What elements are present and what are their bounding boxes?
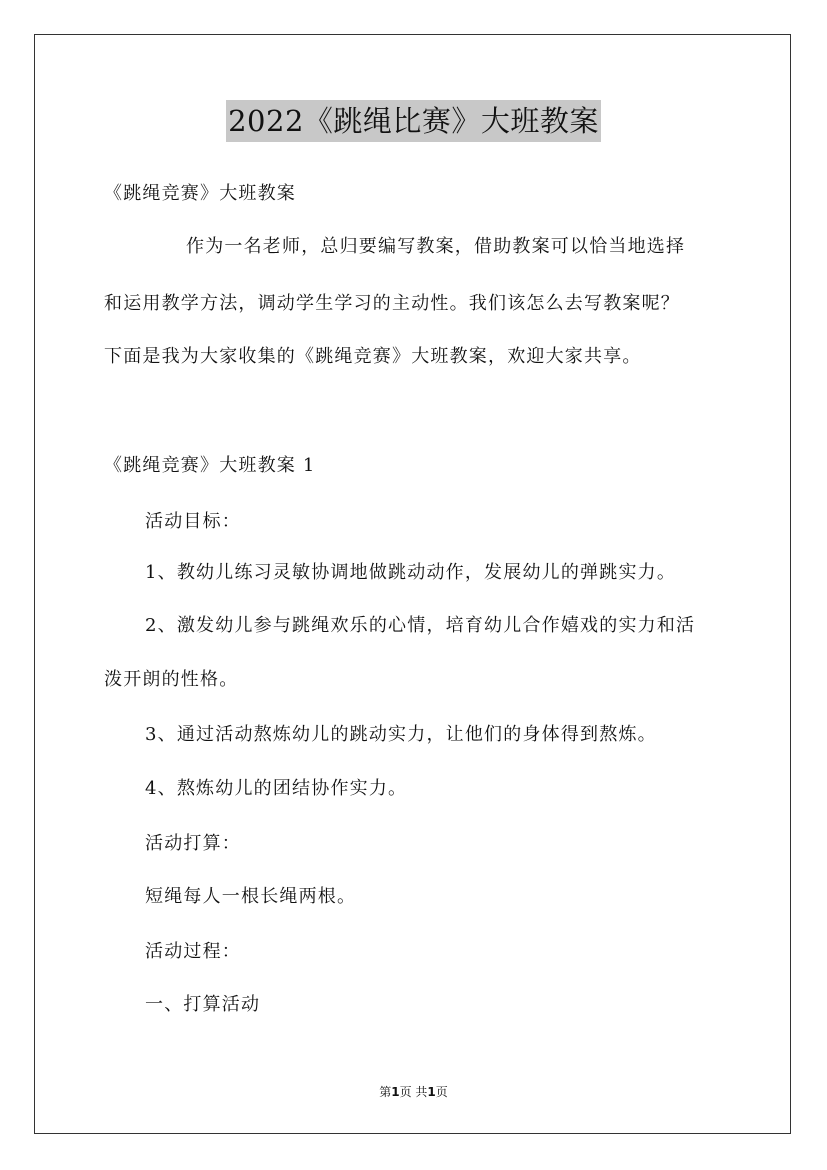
section-heading: 《跳绳竞赛》大班教案 1: [104, 455, 316, 476]
footer-page-mid: 页 共: [399, 1085, 428, 1099]
prep-heading: 活动打算：: [145, 833, 241, 854]
title-wrap: [0, 100, 827, 142]
intro-line-3: 下面是我为大家收集的《跳绳竞赛》大班教案，欢迎大家共享。: [104, 346, 642, 367]
goal-4: 4、熬炼幼儿的团结协作实力。: [145, 778, 408, 799]
intro-line-2: 和运用教学方法，调动学生学习的主动性。我们该怎么去写教案呢？: [104, 293, 680, 314]
footer-page-total: 1: [427, 1085, 436, 1099]
subtitle: 《跳绳竞赛》大班教案: [104, 183, 296, 204]
goal-2-line-1: 2、激发幼儿参与跳绳欢乐的心情，培育幼儿合作嬉戏的实力和活: [145, 615, 696, 636]
goal-1: 1、教幼儿练习灵敏协调地做跳动动作，发展幼儿的弹跳实力。: [145, 562, 677, 583]
document-title: 2022《跳绳比赛》大班教案: [226, 100, 601, 142]
goal-3: 3、通过活动熬炼幼儿的跳动实力，让他们的身体得到熬炼。: [145, 724, 657, 745]
page-footer: [0, 1084, 827, 1100]
footer-page-prefix: 第: [379, 1085, 392, 1099]
prep-text: 短绳每人一根长绳两根。: [145, 886, 357, 907]
step-1: 一、打算活动: [145, 994, 261, 1015]
goals-heading: 活动目标：: [145, 511, 241, 532]
footer-page-current: 1: [391, 1085, 400, 1099]
goal-2-line-2: 泼开朗的性格。: [104, 669, 239, 690]
intro-line-1: 作为一名老师，总归要编写教案，借助教案可以恰当地选择: [186, 236, 686, 257]
footer-page-suffix: 页: [435, 1085, 448, 1099]
process-heading: 活动过程：: [145, 941, 241, 962]
